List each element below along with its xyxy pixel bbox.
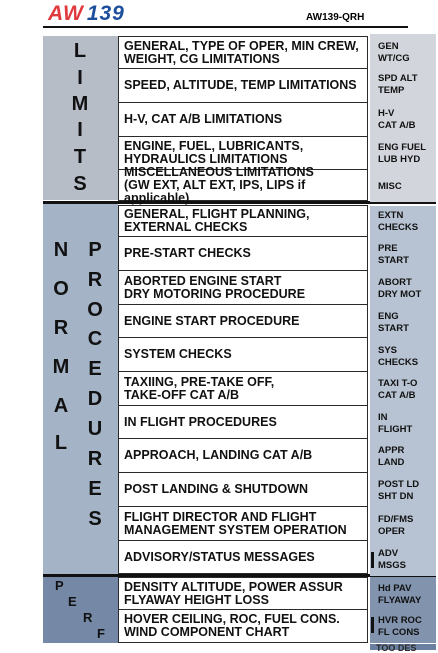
limits-letter: I: [77, 67, 83, 89]
tab-abort-dry-mot[interactable]: ABORT DRY MOT: [378, 277, 422, 300]
tab-misc[interactable]: MISC: [378, 181, 402, 192]
tab-hd-pav[interactable]: Hd PAV FLYAWAY: [378, 583, 422, 606]
normal-letter: M: [52, 356, 70, 378]
limits-row-hv[interactable]: [118, 102, 368, 137]
tab-in-flight[interactable]: IN FLIGHT: [378, 412, 413, 435]
limits-side-label: [43, 36, 118, 200]
perf-letter: R: [83, 610, 93, 625]
row-label: MISCELLANEOUS LIMITATIONS (GW EXT, ALT EXT, IPS, LIPS if applicable): [124, 164, 314, 205]
tab-adv-msgs[interactable]: ADV MSGS: [378, 548, 406, 571]
perf-letter: F: [97, 626, 105, 641]
normal-letter: R: [53, 317, 69, 339]
procedures-letter: R: [87, 269, 103, 291]
perf-letter: P: [55, 578, 64, 593]
row-label: HOVER CEILING, ROC, FUEL CONS. WIND COMPONENT CHART: [124, 612, 340, 639]
tab-post-ld[interactable]: POST LD SHT DN: [378, 479, 420, 502]
limits-letter: M: [71, 93, 89, 115]
row-label: ENGINE, FUEL, LUBRICANTS, HYDRAULICS LIMITATIONS: [124, 139, 304, 166]
active-tab-marker: [371, 617, 374, 633]
header-rule: [43, 26, 408, 28]
logo-number: 139: [86, 2, 125, 25]
tab-fd-fms[interactable]: FD/FMS OPER: [378, 514, 414, 537]
normal-row-in-flight[interactable]: [118, 405, 368, 439]
document-id: AW139-QRH: [306, 12, 365, 23]
normal-row-taxiing[interactable]: [118, 371, 368, 406]
limits-row-general[interactable]: [118, 36, 368, 69]
tab-hvr-roc[interactable]: HVR ROC FL CONS: [378, 615, 422, 638]
normal-row-post-landing[interactable]: [118, 472, 368, 507]
row-label: TAXIING, PRE-TAKE OFF, TAKE-OFF CAT A/B: [124, 374, 275, 402]
procedures-letter: U: [87, 418, 103, 440]
procedures-letter: D: [87, 388, 103, 410]
perf-letter: E: [68, 594, 77, 609]
procedures-letter: P: [88, 239, 102, 261]
logo-prefix: AW: [48, 2, 84, 25]
tab-hv-cat[interactable]: H-V CAT A/B: [378, 108, 416, 131]
row-label: DENSITY ALTITUDE, POWER ASSUR FLYAWAY HEIGHT LOSS: [124, 579, 343, 607]
row-label: POST LANDING & SHUTDOWN: [124, 482, 309, 496]
active-tab-marker: [371, 552, 374, 568]
normal-letter: L: [54, 432, 68, 454]
row-label: IN FLIGHT PROCEDURES: [124, 414, 277, 429]
row-label: SPEED, ALTITUDE, TEMP LIMITATIONS: [124, 78, 357, 92]
row-label: ABORTED ENGINE START DRY MOTORING PROCEDURE: [124, 273, 306, 301]
tab-appr-land[interactable]: APPR LAND: [378, 445, 405, 468]
normal-letter: O: [53, 278, 69, 300]
tab-gen-wtcg[interactable]: GEN WT/CG: [378, 41, 410, 64]
normal-row-pre-start[interactable]: [118, 236, 368, 271]
limits-letter: S: [73, 173, 87, 195]
procedures-letter: R: [87, 448, 103, 470]
limits-row-speed[interactable]: [118, 68, 368, 103]
normal-letter: N: [53, 239, 69, 261]
normal-row-system-checks[interactable]: [118, 337, 368, 372]
normal-row-aborted-start[interactable]: [118, 270, 368, 305]
limits-letter: I: [77, 119, 83, 141]
limits-row-misc[interactable]: [118, 164, 368, 205]
next-tab-label[interactable]: TOO DES: [376, 643, 417, 653]
procedures-letter: E: [88, 358, 102, 380]
normal-row-engine-start[interactable]: [118, 304, 368, 338]
aw139-logo: [48, 2, 125, 26]
tab-sys-checks[interactable]: SYS CHECKS: [378, 345, 419, 368]
row-label: ENGINE START PROCEDURE: [124, 313, 300, 328]
limits-letter: T: [73, 146, 87, 168]
row-label: GENERAL, TYPE OF OPER, MIN CREW, WEIGHT, CG LIMITATIONS: [124, 38, 359, 66]
procedures-letter: C: [87, 328, 103, 350]
row-label: GENERAL, FLIGHT PLANNING, EXTERNAL CHECKS: [124, 207, 310, 234]
tab-spd-alt-temp[interactable]: SPD ALT TEMP: [378, 73, 418, 96]
row-label: APPROACH, LANDING CAT A/B: [124, 448, 313, 462]
row-label: PRE-START CHECKS: [124, 246, 251, 260]
perf-side-label: [43, 577, 118, 643]
normal-row-general[interactable]: [118, 205, 368, 237]
procedures-letter: O: [87, 299, 103, 321]
procedures-letter: S: [88, 508, 102, 530]
normal-procedures-side-label: [43, 204, 118, 574]
normal-row-approach[interactable]: [118, 438, 368, 473]
tab-eng-fuel[interactable]: ENG FUEL LUB HYD: [378, 142, 427, 165]
tab-taxi-to[interactable]: TAXI T-O CAT A/B: [378, 378, 418, 401]
normal-row-fd-fms[interactable]: [118, 506, 368, 541]
perf-row-hover-ceiling[interactable]: [118, 609, 368, 643]
tab-extn-checks[interactable]: EXTN CHECKS: [378, 210, 419, 233]
row-label: H-V, CAT A/B LIMITATIONS: [124, 112, 283, 126]
row-label: ADVISORY/STATUS MESSAGES: [124, 549, 315, 564]
limits-letter: L: [73, 40, 87, 62]
normal-letter: A: [53, 395, 69, 417]
row-label: FLIGHT DIRECTOR AND FLIGHT MANAGEMENT SYSTEM OPERATION: [124, 509, 347, 537]
tab-eng-start[interactable]: ENG START: [378, 311, 409, 334]
row-label: SYSTEM CHECKS: [124, 347, 232, 361]
normal-row-advisory[interactable]: [118, 540, 368, 574]
procedures-letter: E: [88, 478, 102, 500]
perf-row-density-altitude[interactable]: [118, 577, 368, 610]
tab-pre-start[interactable]: PRE START: [378, 243, 409, 266]
